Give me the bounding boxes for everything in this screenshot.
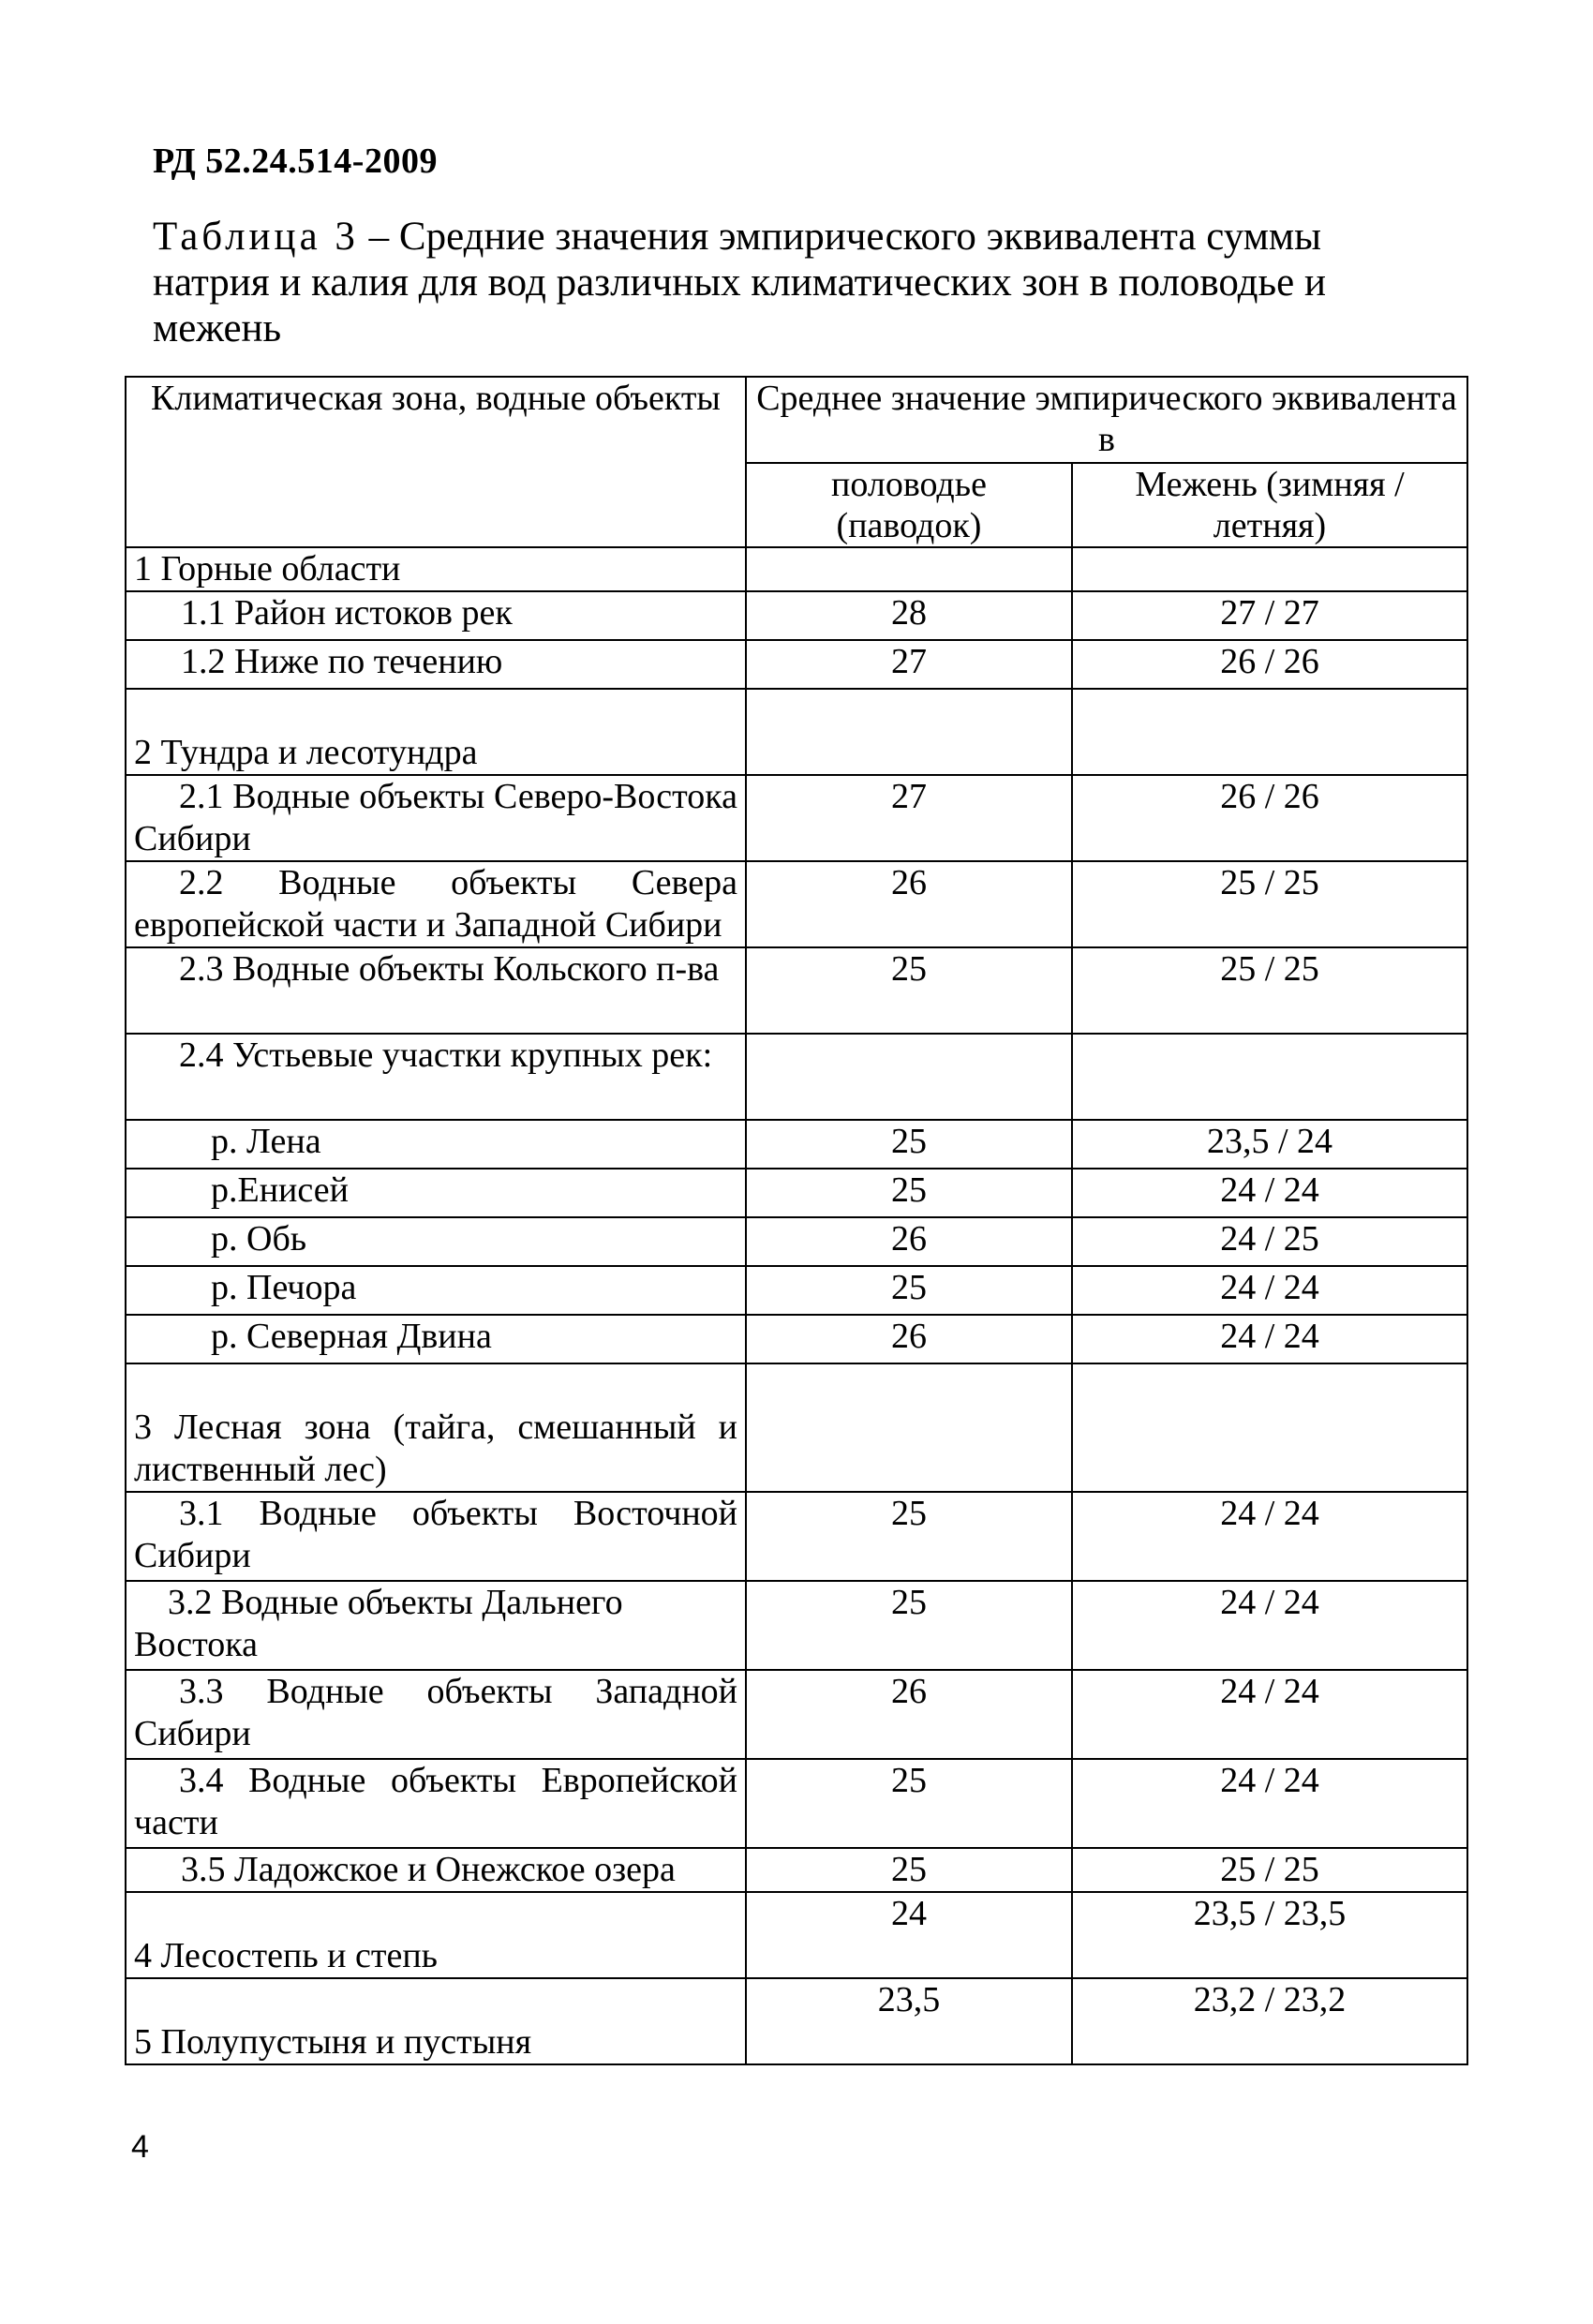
row-label: 3.3 Водные объекты Западной Сибири: [126, 1670, 746, 1759]
table-row: [126, 1034, 1467, 1120]
row-lowwater: 23,5 / 23,5: [1072, 1892, 1467, 1978]
row-label: р. Лена: [126, 1120, 746, 1169]
row-flood: 26: [746, 861, 1072, 947]
row-flood: 26: [746, 1315, 1072, 1363]
row-flood: 26: [746, 1217, 1072, 1266]
table-row: [126, 591, 1467, 640]
row-lowwater: 24 / 24: [1072, 1670, 1467, 1759]
row-label: 2.4 Устьевые участки крупных рек:: [126, 1034, 746, 1120]
row-flood: [746, 547, 1072, 591]
table-row: [126, 1169, 1467, 1217]
table-row: [126, 1759, 1467, 1848]
row-label: р.Енисей: [126, 1169, 746, 1217]
row-flood: 25: [746, 1120, 1072, 1169]
row-flood: 23,5: [746, 1978, 1072, 2064]
table-row: [126, 1217, 1467, 1266]
row-label: 2 Тундра и лесотундра: [126, 689, 746, 775]
header-flood: половодье (паводок): [746, 463, 1072, 547]
row-flood: 25: [746, 1169, 1072, 1217]
row-label: р. Печора: [126, 1266, 746, 1315]
header-mean: Среднее значение эмпирического эквивалента в: [746, 377, 1467, 463]
row-flood: 26: [746, 1670, 1072, 1759]
table-row: [126, 1363, 1467, 1492]
row-flood: 28: [746, 591, 1072, 640]
table-row: [126, 640, 1467, 689]
row-flood: [746, 689, 1072, 775]
row-lowwater: 25 / 25: [1072, 861, 1467, 947]
row-lowwater: 24 / 25: [1072, 1217, 1467, 1266]
row-lowwater: 24 / 24: [1072, 1581, 1467, 1670]
row-flood: 25: [746, 1759, 1072, 1848]
row-flood: 25: [746, 1266, 1072, 1315]
row-flood: 25: [746, 947, 1072, 1034]
row-lowwater: 23,2 / 23,2: [1072, 1978, 1467, 2064]
row-label: 3.5 Ладожское и Онежское озера: [126, 1848, 746, 1892]
caption-label: Таблица 3: [153, 215, 359, 259]
row-lowwater: 25 / 25: [1072, 1848, 1467, 1892]
table-row: [126, 1315, 1467, 1363]
page-number: 4: [131, 2129, 149, 2165]
row-flood: [746, 1034, 1072, 1120]
row-label: р. Обь: [126, 1217, 746, 1266]
table-row: [126, 1978, 1467, 2064]
row-lowwater: 24 / 24: [1072, 1169, 1467, 1217]
table-row: [126, 1492, 1467, 1581]
table-row: [126, 1266, 1467, 1315]
table-row: [126, 1120, 1467, 1169]
data-table: [125, 376, 1468, 2065]
row-lowwater: 24 / 24: [1072, 1266, 1467, 1315]
row-flood: 25: [746, 1581, 1072, 1670]
row-flood: 27: [746, 775, 1072, 861]
row-flood: [746, 1363, 1072, 1492]
table-row: [126, 861, 1467, 947]
row-lowwater: 23,5 / 24: [1072, 1120, 1467, 1169]
header-lowwater: Межень (зимняя / летняя): [1072, 463, 1467, 547]
row-flood: 25: [746, 1848, 1072, 1892]
document-code: РД 52.24.514-2009: [153, 142, 438, 181]
row-label: 4 Лесостепь и степь: [126, 1892, 746, 1978]
row-flood: 24: [746, 1892, 1072, 1978]
row-flood: 27: [746, 640, 1072, 689]
row-label: 1 Горные области: [126, 547, 746, 591]
row-flood: 25: [746, 1492, 1072, 1581]
row-label: 2.2 Водные объекты Севера европейской части и Западной Сибири: [126, 861, 746, 947]
row-lowwater: 26 / 26: [1072, 775, 1467, 861]
table-row: [126, 689, 1467, 775]
table-row: [126, 775, 1467, 861]
row-label: 2.1 Водные объекты Северо-Востока Сибири: [126, 775, 746, 861]
table-row: [126, 547, 1467, 591]
row-label: 5 Полупустыня и пустыня: [126, 1978, 746, 2064]
table-row: [126, 1581, 1467, 1670]
row-lowwater: 27 / 27: [1072, 591, 1467, 640]
row-label: 3.2 Водные объекты Дальнего Востока: [126, 1581, 746, 1670]
row-label: 1.2 Ниже по течению: [126, 640, 746, 689]
header-row: [126, 377, 1467, 463]
row-lowwater: [1072, 689, 1467, 775]
header-zone: Климатическая зона, водные объекты: [126, 377, 746, 547]
table-row: [126, 947, 1467, 1034]
caption-text: – Средние значения эмпирического эквивалента суммы натрия и калия для вод различных климатических зон в половодье и межень: [153, 215, 1327, 350]
row-lowwater: [1072, 547, 1467, 591]
row-label: 1.1 Район истоков рек: [126, 591, 746, 640]
row-lowwater: [1072, 1363, 1467, 1492]
row-lowwater: 24 / 24: [1072, 1315, 1467, 1363]
table-row: [126, 1670, 1467, 1759]
row-lowwater: 26 / 26: [1072, 640, 1467, 689]
row-lowwater: 24 / 24: [1072, 1759, 1467, 1848]
row-lowwater: 25 / 25: [1072, 947, 1467, 1034]
row-label: 3 Лесная зона (тайга, смешанный и лиственный лес): [126, 1363, 746, 1492]
row-label: р. Северная Двина: [126, 1315, 746, 1363]
table-caption: [153, 214, 1446, 351]
table-row: [126, 1848, 1467, 1892]
row-label: 3.1 Водные объекты Восточной Сибири: [126, 1492, 746, 1581]
row-lowwater: [1072, 1034, 1467, 1120]
row-label: 2.3 Водные объекты Кольского п-ва: [126, 947, 746, 1034]
row-lowwater: 24 / 24: [1072, 1492, 1467, 1581]
table-row: [126, 1892, 1467, 1978]
row-label: 3.4 Водные объекты Европейской части: [126, 1759, 746, 1848]
